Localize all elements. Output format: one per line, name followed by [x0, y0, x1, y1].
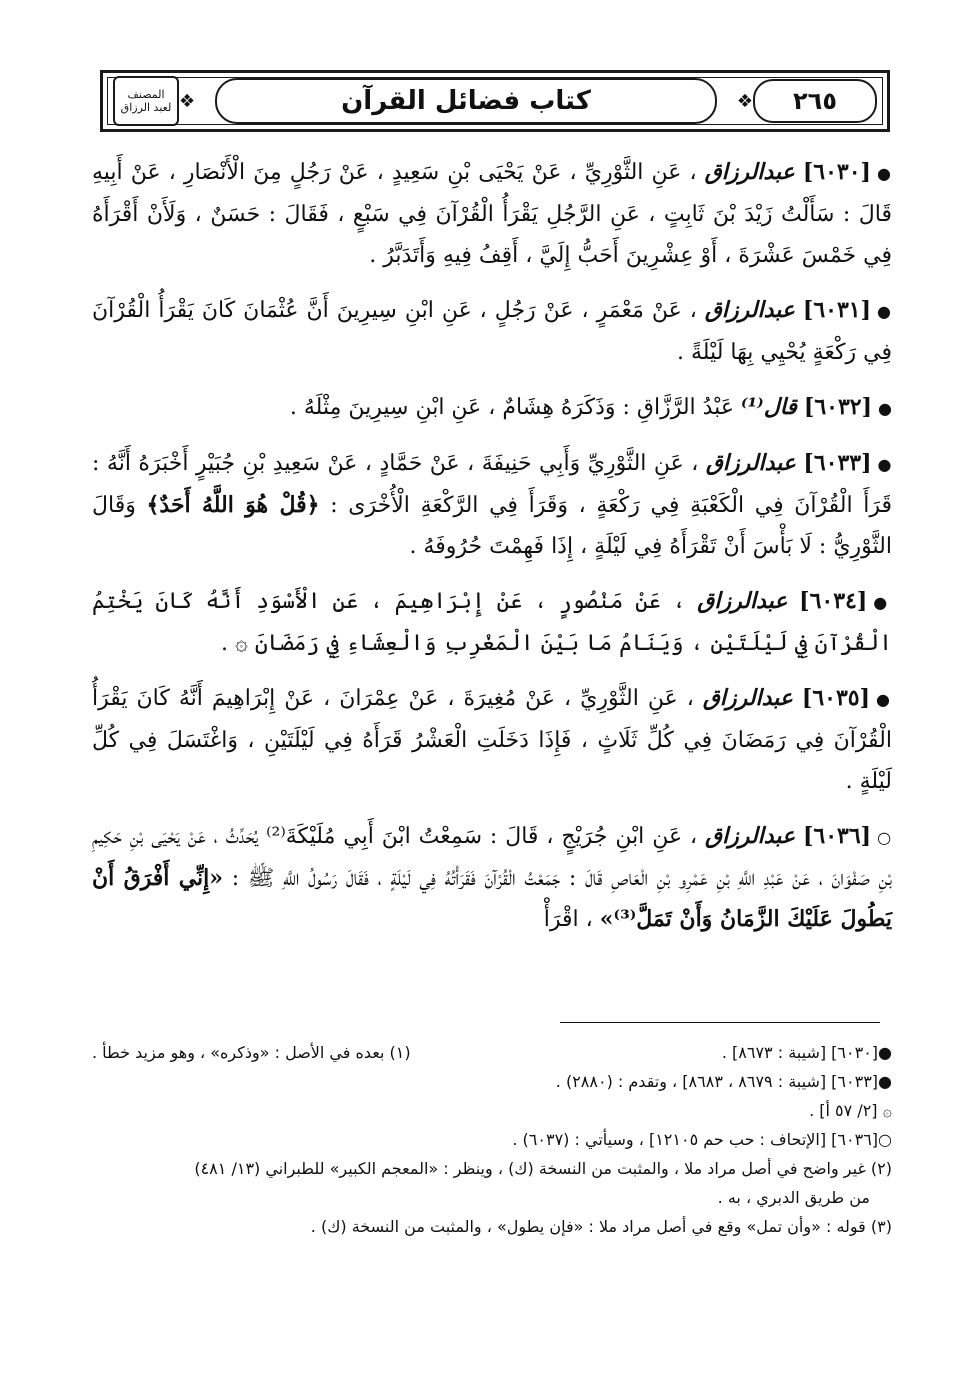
narrator-name: عبدالرزاق	[697, 588, 788, 614]
hadith-text: ، عَنْ مَعْمَرٍ ، عَنْ رَجُلٍ ، عَنِ ابْنِ سِيرِينَ أَنَّ عُثْمَانَ كَانَ يَقْرَأُ الْقُرْآنَ فِي رَكْعَةٍ يُحْيِي بِهَا لَيْلَةً .	[92, 298, 892, 365]
bullet-icon: ●	[876, 164, 892, 183]
prophetic-quote: «إِنِّي أَفْرَقُ أَنْ يَطُولَ عَلَيْكَ الزَّمَانُ وَأَنْ تَمَلَّ⁽³⁾»	[92, 865, 892, 932]
footnote-reference: ○[٦٠٣٦] [الإتحاف : حب حم ١٢١٠٥] ، وسيأتي : (٦٠٣٧) .	[512, 1130, 892, 1149]
footnote-reference: ●[٦٠٣٠] [شيبة : ٨٦٧٣] .	[721, 1043, 892, 1062]
narrator-name: عبدالرزاق	[704, 159, 795, 185]
narrator-name: عبدالرزاق	[705, 823, 796, 849]
hadith-text: ، عَنِ ابْنِ جُرَيْجٍ ، قَالَ : سَمِعْتُ ابْنَ أَبِي مُلَيْكَةَ⁽²⁾ يُحَدِّثُ ، عَنْ يَحْيَى بْنِ حَكِيمِ بْنِ صَفْوَانَ ، عَنْ عَبْدِ اللَّهِ بْنِ عَمْرِو بْنِ الْعَاصِ قَالَ : جَمَعْتُ الْقُرْآنَ فَقَرَأْتُهُ فِي لَيْلَةٍ ، فَقَالَ رَسُولُ اللَّهِ ﷺ :	[92, 824, 892, 891]
bullet-icon: ●	[877, 455, 892, 474]
ornament-icon: ❖	[179, 90, 196, 112]
hadith-paragraph	[92, 387, 892, 429]
footnote-3: (٣) قوله : «وأن تمل» وقع في أصل مراد ملا : «فإن يطول» ، والمثبت من النسخة (ك) .	[310, 1217, 892, 1236]
hadith-number: [٦٠٣٦]	[802, 823, 872, 849]
hadith-paragraph	[92, 152, 892, 276]
footnote-reference: ●[٦٠٣٣] [شيبة : ٨٦٧٩ ، ٨٦٨٣] ، وتقدم : (٢٨٨٠) .	[555, 1072, 892, 1091]
hadith-text-continued: وَقَالَ الثَّوْرِيُّ : لَا بَأْسَ أَنْ تَقْرَأَهُ فِي لَيْلَةٍ ، إِذَا فَهِمْتَ حُرُوفَهُ .	[92, 493, 892, 559]
footnote-2-continued: من طريق الدبري ، به .	[717, 1188, 870, 1207]
page-header	[100, 70, 890, 132]
hadith-text: ، عَنِ الثَّوْرِيِّ ، عَنْ مُغِيرَةَ ، عَنْ عِمْرَانَ ، عَنْ إِبْرَاهِيمَ أَنَّهُ كَانَ يَقْرَأُ الْقُرْآنَ فِي رَمَضَانَ فِي كُلِّ ثَلَاثٍ ، فَإِذَا دَخَلَتِ الْعَشْرُ قَرَأَهُ فِي لَيْلَتَيْنِ ، وَاغْتَسَلَ فِي كُلِّ لَيْلَةٍ .	[92, 686, 892, 794]
folio-note: ۞ [٢/ ٥٧ أ] .	[809, 1101, 892, 1120]
seal-line-2: لعبد الرزاق	[120, 101, 172, 114]
circle-icon: ○	[877, 828, 892, 847]
hadith-text: عَبْدُ الرَّزَّاقِ : وَذَكَرَهُ هِشَامٌ ، عَنِ ابْنِ سِيرِينَ مِثْلَهُ .	[289, 395, 734, 420]
book-title: كتاب فضائل القرآن	[215, 78, 717, 124]
bullet-icon: ●	[878, 399, 892, 418]
footnote-divider	[560, 1022, 880, 1023]
footnote-1: (١) بعده في الأصل : «وذكره» ، وهو مزيد خطأ .	[92, 1043, 411, 1062]
hadith-paragraph	[92, 443, 892, 567]
hadith-paragraph	[92, 678, 892, 802]
publisher-seal	[113, 76, 179, 126]
hadith-number: [٦٠٣٥]	[801, 685, 871, 711]
hadith-number: [٦٠٣١]	[802, 297, 872, 323]
hadith-paragraph	[92, 581, 892, 664]
hadith-number: [٦٠٣٤]	[799, 588, 868, 614]
hadith-text: ، عَنِ الثَّوْرِيِّ ، عَنْ يَحْيَى بْنِ سَعِيدٍ ، عَنْ رَجُلٍ مِنَ الْأَنْصَارِ ، عَنْ أَبِيهِ قَالَ : سَأَلْتُ زَيْدَ بْنَ ثَابِتٍ ، عَنِ الرَّجُلِ يَقْرَأُ الْقُرْآنَ فِي سَبْعٍ ، فَقَالَ : حَسَنٌ ، وَلَأَنْ أَقْرَأَهُ فِي خَمْسَ عَشْرَةَ ، أَوْ عِشْرِينَ أَحَبُّ إِلَيَّ ، أَقِفُ فِيهِ وَأَتَدَبَّرُ .	[92, 160, 892, 268]
seal-line-1: المصنف	[127, 88, 165, 101]
narrator-name: عبدالرزاق	[704, 297, 795, 323]
hadith-paragraph	[92, 816, 892, 940]
narrator-name: عبدالرزاق	[705, 450, 796, 476]
bullet-icon: ●	[877, 302, 892, 321]
hadith-number: [٦٠٣٠]	[802, 159, 871, 185]
narrator-name: قال⁽¹⁾	[740, 394, 797, 420]
hadith-number: [٦٠٣٢]	[803, 394, 873, 420]
footnote-2: (٢) غير واضح في أصل مراد ملا ، والمثبت من النسخة (ك) ، وينظر : «المعجم الكبير» للطبراني (١٣/ ٤٨١)	[194, 1159, 892, 1178]
page-number: ٢٦٥	[753, 79, 877, 123]
hadith-paragraph	[92, 290, 892, 373]
narrator-name: عبدالرزاق	[702, 685, 793, 711]
hadith-text: ، عَنْ مَنْصُورٍ ، عَنْ إِبْرَاهِيمَ ، عَنِ الْأَسْوَدِ أَنَّهُ كَانَ يَخْتِمُ الْقُرْآنَ فِي لَيْلَتَيْنِ ، وَيَنَامُ مَا بَيْنَ الْمَغْرِبِ وَالْعِشَاءِ فِي رَمَضَانَ ۞ .	[92, 589, 892, 656]
hadith-text: ، عَنِ الثَّوْرِيِّ وَأَبِي حَنِيفَةَ ، عَنْ حَمَّادٍ ، عَنْ سَعِيدِ بْنِ جُبَيْرٍ أَخْبَرَهُ أَنَّهُ : قَرَأَ الْقُرْآنَ فِي الْكَعْبَةِ فِي رَكْعَةٍ ، وَقَرَأَ فِي الرَّكْعَةِ الْأُخْرَى :	[92, 451, 893, 518]
footnote-row	[92, 1038, 892, 1067]
main-text	[92, 152, 892, 954]
footnotes	[92, 1038, 892, 1241]
ornament-icon: ❖	[736, 90, 753, 112]
bullet-icon: ●	[876, 690, 893, 709]
hadith-number: [٦٠٣٣]	[803, 450, 872, 476]
bullet-icon: ●	[873, 593, 893, 612]
quran-verse: ﴿قُلْ هُوَ اللَّهُ أَحَدٌ﴾	[146, 492, 320, 518]
hadith-text-continued: ، اقْرَأْ	[543, 907, 593, 932]
